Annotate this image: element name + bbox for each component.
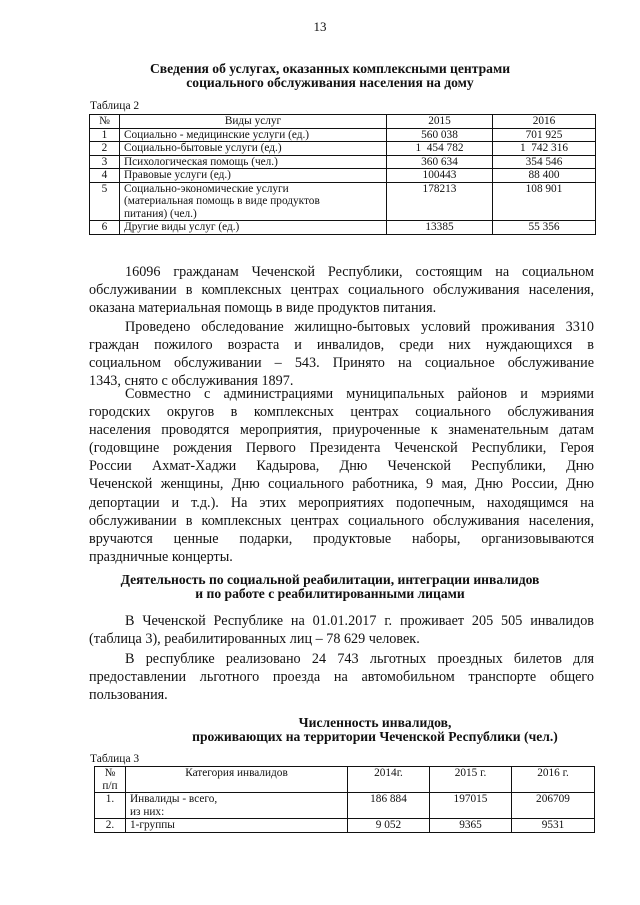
table-label: Таблица 3 bbox=[90, 753, 140, 765]
row-number: 2. bbox=[95, 819, 126, 833]
value-2015: 100443 bbox=[387, 169, 493, 183]
text-line: населения проводятся мероприятия, приуроченные к знаменательным датам bbox=[89, 422, 594, 439]
value-2016: 108 901 bbox=[493, 182, 596, 221]
table-header-row bbox=[90, 115, 596, 129]
header-cell: 2015 г. bbox=[430, 767, 512, 793]
service-name-line: (материальная помощь в виде продуктов bbox=[124, 195, 320, 207]
service-name-line: Социально-экономические услуги bbox=[124, 182, 289, 195]
disabled-population-table bbox=[94, 766, 595, 833]
category-name bbox=[126, 793, 348, 819]
header-cell-number bbox=[95, 767, 126, 793]
header-cell: 2015 bbox=[387, 115, 493, 129]
text-line: России Ахмат-Хаджи Кадырова, Дню Чеченской Республики, Дню bbox=[89, 458, 594, 475]
value-2016: 9531 bbox=[512, 819, 595, 833]
section-heading-services bbox=[60, 62, 600, 90]
text-line: социальном обслуживании – 543. Принято на социальное обслуживание bbox=[89, 355, 594, 372]
table-row bbox=[95, 819, 595, 833]
value-2015: 360 634 bbox=[387, 155, 493, 169]
services-table bbox=[89, 114, 596, 235]
header-line: п/п bbox=[102, 779, 118, 792]
service-name: Социально - медицинские услуги (ед.) bbox=[120, 128, 387, 142]
section-heading-rehabilitation bbox=[60, 573, 600, 601]
value-2016: 88 400 bbox=[493, 169, 596, 183]
value-2014: 9 052 bbox=[348, 819, 430, 833]
heading-line: Численность инвалидов, bbox=[298, 715, 452, 730]
table-row bbox=[90, 182, 596, 221]
value-2016: 55 356 bbox=[493, 221, 596, 235]
table-label: Таблица 2 bbox=[90, 100, 140, 112]
paragraph-events bbox=[89, 385, 594, 566]
value-2016: 701 925 bbox=[493, 128, 596, 142]
text-line: граждан пожилого возраста и инвалидов, среди них нуждающихся в bbox=[89, 337, 594, 354]
paragraph-disabled-count bbox=[89, 612, 594, 648]
value-2015: 178213 bbox=[387, 182, 493, 221]
service-name: Психологическая помощь (чел.) bbox=[120, 155, 387, 169]
table-row bbox=[90, 221, 596, 235]
table-row bbox=[95, 793, 595, 819]
text-line: В Чеченской Республике на 01.01.2017 г. проживает 205 505 инвалидов bbox=[125, 613, 594, 629]
service-name: Социально-бытовые услуги (ед.) bbox=[120, 142, 387, 156]
header-cell: Категория инвалидов bbox=[126, 767, 348, 793]
text-line: Чеченской женщины, Дню социального работника, 9 мая, Дню России, Дню bbox=[89, 476, 594, 493]
category-name: 1-группы bbox=[126, 819, 348, 833]
row-number: 4 bbox=[90, 169, 120, 183]
text-line: (таблица 3), реабилитированных лиц – 78 629 человек. bbox=[89, 631, 420, 648]
header-line: № bbox=[104, 767, 116, 779]
service-name: Другие виды услуг (ед.) bbox=[120, 221, 387, 235]
table-header-row bbox=[95, 767, 595, 793]
table-row bbox=[90, 155, 596, 169]
paragraph-material-aid bbox=[89, 263, 594, 317]
table-row bbox=[90, 169, 596, 183]
header-cell: 2016 bbox=[493, 115, 596, 129]
category-line: из них: bbox=[130, 805, 165, 818]
paragraph-inspection bbox=[89, 318, 594, 390]
value-2015: 197015 bbox=[430, 793, 512, 819]
text-line: предоставлении льготного проезда на автомобильном транспорте общего bbox=[89, 669, 594, 686]
text-line: Совместно с администрациями муниципальных районов и мэриями bbox=[125, 386, 594, 402]
value-2015: 13385 bbox=[387, 221, 493, 235]
text-line: (годовщине рождения Первого Президента Чеченской Республики, Героя bbox=[89, 440, 594, 457]
value-2015: 1 454 782 bbox=[387, 142, 493, 156]
text-line: Проведено обследование жилищно-бытовых условий проживания 3310 bbox=[125, 319, 594, 335]
text-line: оказана материальная помощь в виде продуктов питания. bbox=[89, 300, 437, 317]
row-number: 2 bbox=[90, 142, 120, 156]
text-line: обслуживании в комплексных центрах социального обслуживания населения, bbox=[89, 282, 594, 299]
text-line: обслуживании в комплексных центрах социального обслуживания населения, bbox=[89, 512, 594, 529]
heading-line: Деятельность по социальной реабилитации, интеграции инвалидов bbox=[120, 572, 540, 587]
value-2016: 354 546 bbox=[493, 155, 596, 169]
value-2015: 560 038 bbox=[387, 128, 493, 142]
service-name bbox=[120, 182, 387, 221]
text-line: 16096 гражданам Чеченской Республики, состоящим на социальном bbox=[125, 264, 594, 280]
table-row bbox=[90, 142, 596, 156]
row-number: 1. bbox=[95, 793, 126, 819]
text-line: городских округов в комплексных центрах социального обслуживания bbox=[89, 404, 594, 421]
header-cell: Виды услуг bbox=[120, 115, 387, 129]
header-cell: № bbox=[90, 115, 120, 129]
service-name: Правовые услуги (ед.) bbox=[120, 169, 387, 183]
row-number: 3 bbox=[90, 155, 120, 169]
header-cell: 2014г. bbox=[348, 767, 430, 793]
heading-line: социального обслуживания населения на дому bbox=[186, 75, 474, 90]
row-number: 5 bbox=[90, 182, 120, 221]
row-number: 6 bbox=[90, 221, 120, 235]
page-number: 13 bbox=[313, 19, 327, 34]
text-line: пользования. bbox=[89, 687, 168, 704]
table-row bbox=[90, 128, 596, 142]
text-line: праздничные концерты. bbox=[89, 548, 233, 565]
heading-line: Сведения об услугах, оказанных комплексными центрами bbox=[149, 61, 511, 76]
section-heading-disabled-population bbox=[150, 716, 600, 744]
value-2016: 206709 bbox=[512, 793, 595, 819]
value-2016: 1 742 316 bbox=[493, 142, 596, 156]
header-cell: 2016 г. bbox=[512, 767, 595, 793]
text-line: вручаются ценные подарки, продуктовые наборы, организовываются bbox=[89, 530, 594, 547]
text-line: 1343, снято с обслуживания 1897. bbox=[89, 373, 294, 390]
service-name-line: питания) (чел.) bbox=[124, 207, 197, 220]
heading-line: и по работе с реабилитированными лицами bbox=[195, 586, 465, 601]
heading-line: проживающих на территории Чеченской Республики (чел.) bbox=[192, 729, 558, 744]
value-2015: 9365 bbox=[430, 819, 512, 833]
paragraph-tickets bbox=[89, 650, 594, 704]
text-line: В республике реализовано 24 743 льготных проездных билетов для bbox=[125, 651, 594, 667]
row-number: 1 bbox=[90, 128, 120, 142]
category-line: Инвалиды - всего, bbox=[130, 793, 218, 805]
text-line: депортации и т.д.). На этих мероприятиях подопечным, находящимся на bbox=[89, 494, 594, 511]
value-2014: 186 884 bbox=[348, 793, 430, 819]
